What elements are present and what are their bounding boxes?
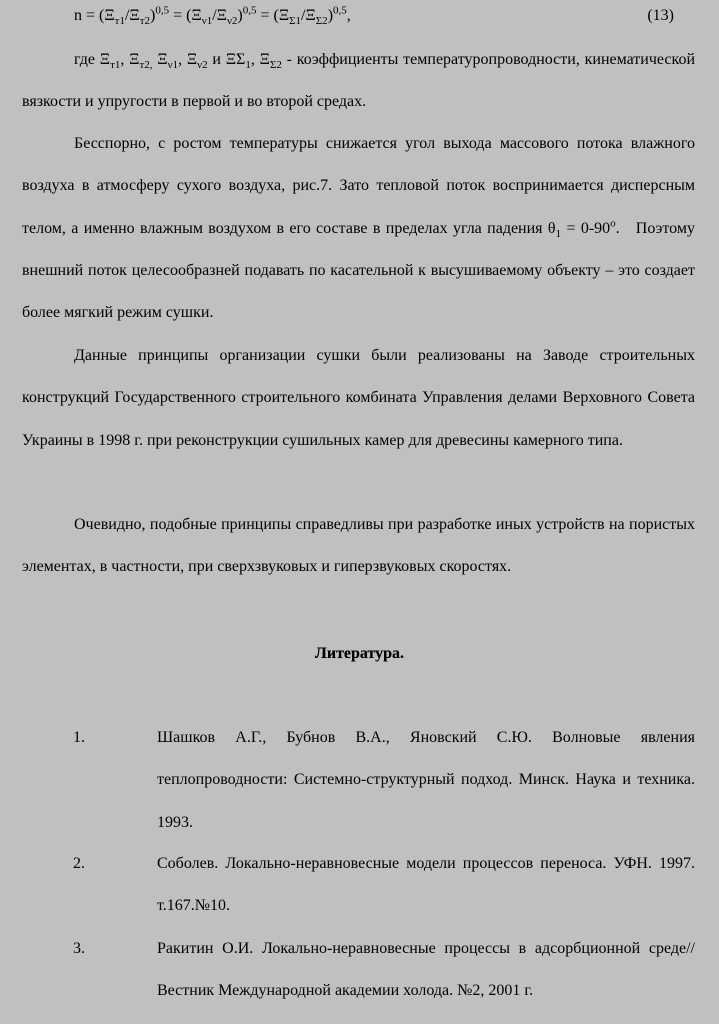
paragraph-coefficients: где $\Xi_{т1}$, $\Xi_{т2,}$ $\Xi_{\nu 1}$, $\Xi_{\nu 2}$ и $\Xi\Sigma_1$, $\Xi_{\Sigma 2}$ - коэффициенты температуропроводности, кинематической вязкости и упругости в первой и во второй средах. — [22, 51, 696, 111]
reference-text: Шашков А.Г., Бубнов В.А., Яновский С.Ю. Волновые явления теплопроводности: Системно-структурный подход. Минск. Наука и техника. 1993. — [157, 729, 695, 831]
paragraph-temperature: Бесспорно, с ростом температуры снижается угол выхода массового потока влажного воздуха в атмосферу сухого воздуха, рис.7. Зато тепловой поток воспринимается дисперсным телом, а именно влажным воздухом в его составе в пределах угла падения $\theta_1 = 0-90^о$. Поэтому внешний поток целесообразней подавать по касательной к высушиваемому объекту – это создает более мягкий режим сушки. — [22, 135, 695, 322]
reference-number: 3. — [73, 940, 85, 957]
references-heading: Литература. — [314, 645, 405, 662]
equation-13 — [74, 4, 674, 28]
reference-number: 1. — [73, 729, 85, 746]
reference-number: 2. — [73, 855, 85, 872]
reference-text: Ракитин О.И. Локально-неравновесные процессы в адсорбционной среде//Вестник Международной академии холода. №2, 2001 г. — [157, 940, 695, 1000]
equation-number: (13) — [647, 7, 674, 24]
reference-text: Соболев. Локально-неравновесные модели процессов переноса. УФН. 1997. т.167.№10. — [157, 855, 695, 915]
paragraph-implementation: Данные принципы организации сушки были реализованы на Заводе строительных конструкций Государственного строительного комбината Управления делами Верховного Совета Украины в 1998 г. при реконструкции сушильных камер для древесины камерного типа. — [22, 347, 695, 449]
equation-formula: $n = (\Xi_{т1}/\Xi_{т2})^{0,5} = (\Xi_{\nu 1}/\Xi_{\nu 2})^{0,5} = (\Xi_{\Sigma 1}/\Xi_{\Sigma 2})^{0,5}$, — [74, 4, 351, 28]
paragraph-conclusion: Очевидно, подобные принципы справедливы при разработке иных устройств на пористых элементах, в частности, при сверхзвуковых и гиперзвуковых скоростях. — [22, 516, 695, 576]
